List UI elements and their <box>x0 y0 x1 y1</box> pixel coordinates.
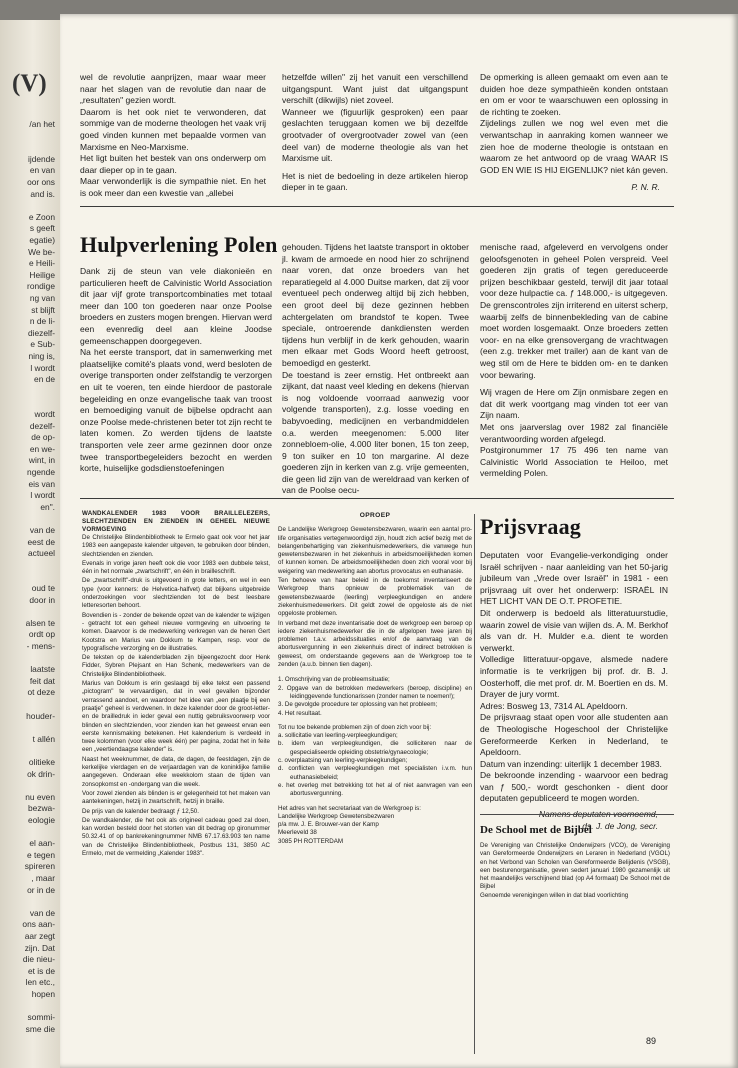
oproep-paragraph: Ten behoeve van haar beleid in de toekomst inventariseert de Werkgroep thans opnieuw de problematiek van de gewetensbezwaarde (leerling) verpleegkundigen en andere ziekenhuismedewerkers. Dit geldt zowel de opgeloste als de niet opgeloste problemen. <box>278 577 472 618</box>
polen-title: Hulpverlening Polen <box>80 232 278 257</box>
polen-paragraph: Postgironummer 17 75 496 ten name van Calvinistic World Association te Heiloo, met vermelding Polen. <box>480 445 668 479</box>
oproep-list-item: d. conflicten van verpleegkundigen met specialisten i.v.m. hun euthanasiebeleid; <box>278 765 472 781</box>
prijsvraag-signature-2: ds. J. de Jong, secr. <box>582 820 658 831</box>
margin-text-fragment: ot deze <box>27 687 55 698</box>
margin-text-fragment: dezelf- <box>29 420 55 431</box>
prijsvraag-paragraph: Dit onderwerp is bedoeld als litteratuurstudie, waarin zowel de visie van wijlen ds. A. M. Berkhof als van dr. H. Mulder e.a. dient te worden verwerkt. <box>480 607 668 653</box>
polen-paragraph: Wij vragen de Here om Zijn onmisbare zegen en dat dit werk voortgang mag vinden tot eer van Zijn naam. <box>480 387 668 421</box>
oproep-address-line: Meerleveld 38 <box>278 829 317 837</box>
margin-text-fragment: oor ons <box>27 177 55 187</box>
margin-text-fragment: Heilige <box>29 269 55 280</box>
page-number: 89 <box>646 1036 657 1046</box>
margin-text-fragment: e Heili- <box>28 258 55 269</box>
top-article-column-3 <box>480 72 668 176</box>
wandkalender-paragraph: De prijs van de kalender bedraagt ƒ 12,50. <box>82 807 199 815</box>
oproep-address-line: 3085 PH ROTTERDAM <box>278 837 343 845</box>
wandkalender-paragraph: De „zwartschrift"-druk is uitgevoerd in grote letters, en wel in een type (voor kenners: de Helvetica-halfvet) dat blijkens uitgebreide onderzoekingen voor slechtzienden tot de best leesbare letteresorten behoort. <box>82 577 270 610</box>
prijsvraag-title: Prijsvraag <box>480 514 581 539</box>
margin-text-fragment: olitieke <box>28 757 55 767</box>
margin-text-fragment: ng van <box>29 293 55 303</box>
margin-text-fragment: len etc., <box>25 977 55 988</box>
margin-text-fragment: bezwa- <box>28 803 55 814</box>
margin-text-fragment: aar zegt <box>24 931 55 941</box>
margin-text-fragment: van de <box>29 907 55 918</box>
school-article <box>480 842 670 900</box>
oproep-list-item: b. idem van verpleegkundigen, die solliciteren naar de gespecialiseerde opleiding obstetrie/gynaecologie; <box>278 740 472 756</box>
margin-text-fragment: van de <box>29 525 55 535</box>
margin-text-fragment: sme die <box>25 1023 55 1034</box>
margin-text-fragment: oud te <box>31 583 55 593</box>
oproep-list-item: 2. Opgave van de betrokken medewerkers (beroep, discipline) en leidinggevende functionarissen (zonder namen te noemen!); <box>278 684 472 700</box>
wandkalender-paragraph: Marius van Dokkum is erin geslaagd bij elke tekst een passend „pictogram" te vervaardigen, dat in veel gevallen bijzonder verrassend aandoet, en waardoor het idee van „een plaatje bij een praatje" geheel is verdwenen. In deze kalender door de groot-letter-en de brailledruk in ieder geval een nuttig gebruiksvoorwerp voor blinden en slechtzienden, voor zienden kan het geweest ervan een eerste kennismaking betekenen. Het kalenderium is verdeeld in twee kolommen (voor elke week één) per pagina, zodat het in feite een „veertiendaagse kalender" is. <box>82 680 270 754</box>
prijsvraag-signature-1: Namens deputaten voornoemd, <box>538 809 658 820</box>
top-article-paragraph: wel de revolutie aanprijzen, maar waar meer naar het slagen van de revolutie dan naar de „resultaten" gezien wordt. <box>80 72 266 106</box>
margin-text-fragment: e tegen <box>27 849 55 860</box>
oproep-address-line: p/a mw. J. E. Brouwer-van der Kamp <box>278 821 379 829</box>
top-article-paragraph: De opmerking is alleen gemaakt om even aan te duiden hoe deze sympathieën konden ontstaan en om er voor te waarschuwen een oplossing in de richting te zoeken. <box>480 72 668 117</box>
margin-text-fragment: ons aan- <box>22 919 55 930</box>
top-article-column-2 <box>282 72 468 194</box>
oproep-paragraph: In verband met deze inventarisatie doet de werkgroep een beroep op iedere ziekenhuismedewerker die in de afgelopen twee jaren bij problemen t.a.v. arbeidssituaties en/of de aanvraag van de abortusvergunning in een ziekenhuis direct of indirect betrokken is geweest, om onderstaande gegevens aan de Werkgroep toe te zenden (a.u.b. binnen tien dagen). <box>278 619 472 669</box>
prijsvraag-paragraph: Deputaten voor Evangelie-verkondiging onder Israël schrijven - naar aanleiding van het 50-jarig jubileum van „Vrede over Israël" in 1981 - een prijsvraag uit over het onderwerp: ISRAËL IN HET LICHT VAN DE O.T. PROFETIE. <box>480 550 668 607</box>
school-title: De School met de Bijbel <box>480 824 592 836</box>
polen-paragraph: Na het eerste transport, dat in samenwerking met plaatselijke comité's plaats vond, werd besloten de overige transporten onder zelfstandig te verzorgen en uit te voeren, ten einde hierdoor de pastorale begeleiding en onze evangelische taak van troost en bemoediging vanuit de bijbelse opdracht aan onze Poolse mede-christenen beter tot zijn recht te laten komen. Zo werden tijdens de laatste transporten vele zeer arme gezinnen door onze twee transportbegeleiders bezocht en werden korte, huiselijke godsdienstoefeningen <box>80 347 272 474</box>
top-article-paragraph: Het ligt buiten het bestek van ons onderwerp om daar dieper op in te gaan. <box>80 153 266 175</box>
margin-text-fragment: ngende <box>27 467 55 477</box>
section-divider <box>480 814 674 815</box>
margin-text-fragment: sommi- <box>27 1012 55 1023</box>
margin-text-fragment: ijdende <box>27 153 55 164</box>
margin-text-fragment: en we- <box>29 443 55 454</box>
margin-text-fragment: We be- <box>28 246 55 257</box>
top-article-paragraph: Zijdelings zullen we nog wel even met die verwantschap in aanraking komen wanneer we zien hoe de moderne theologie is ontstaan en waarom ze het antwoord op de vraag WAAR IS GOD EN WIE IS HIJ EIGENLIJK? niet kán geven. <box>480 118 669 175</box>
margin-text-fragment: rondige <box>27 281 55 292</box>
margin-text-fragment: eest de <box>27 536 55 547</box>
prijsvraag-article <box>480 550 668 832</box>
margin-text-fragment: e Sub- <box>30 339 55 350</box>
wandkalender-article <box>82 510 270 859</box>
polen-paragraph: De toestand is zeer ernstig. Het ontbreekt aan zijkant, dat naast veel kleding en dekens (hiervan is nog voldoende voorraad aanwezig voor volgende transporten), z.g. losse voeding en babyvoeding, medicijnen en verbandmiddelen o.a. werden meegenomen: 5.000 liter zonnebloem-olie, 4.000 liter bonen, 15 ton zeep, 9 ton suiker en 10 ton margarine. Al deze goederen zijn in kerken van z.g. vrije gemeenten, die geen lid zijn van de wereldraad van kerken of van de Poolse oecu- <box>282 369 469 496</box>
oproep-address-line: Landelijke Werkgroep Gewetensbezwaren <box>278 812 395 820</box>
margin-text-fragment: ok drin- <box>27 768 55 779</box>
prijsvraag-paragraph: De prijsvraag staat open voor alle studenten aan de Theologische Hogeschool der Christelijke Gereformeerde Kerken in Nederland, te Apeldoorn. <box>480 712 668 758</box>
margin-text-fragment: wordt <box>34 409 55 419</box>
margin-text-fragment: , maar <box>31 873 55 883</box>
oproep-list-item: 3. De gevolgde procedure ter oplossing van het probleem; <box>278 701 438 709</box>
margin-text-fragment: st blijft <box>31 304 55 315</box>
margin-text-fragment: et is de <box>27 965 55 976</box>
margin-text-fragment: spireren <box>24 861 55 872</box>
oproep-list-item: e. het overleg met betrekking tot het al of niet aanvragen van een abortusvergunning. <box>278 781 472 798</box>
oproep-list2-intro: Tot nu toe bekende problemen zijn of doen zich voor bij: <box>278 723 432 731</box>
top-article-paragraph: Daarom is het ook niet te verwonderen, dat sommige van de moderne theologen het vaak vrij goed vinden kunnen met bepaalde vormen van Marxisme en Neo-Marxisme. <box>80 106 266 152</box>
oproep-article <box>278 512 472 846</box>
margin-text-fragment: door in <box>29 594 55 605</box>
margin-text-fragment: actueel <box>27 548 55 559</box>
wandkalender-paragraph: Naast het weeknummer, de data, de dagen, de feestdagen, zijn de kerkelijke vierdagen en de verjaardagen van de koninklijke familie aangegeven. Onderaan elke weekkolom staan de tijden van zonsopkomst en -ondergang van die week. <box>82 755 270 788</box>
margin-text-fragment: alsen te <box>25 617 55 628</box>
polen-column-1 <box>80 266 272 475</box>
magazine-page <box>60 14 738 1068</box>
margin-text-fragment: ning is, <box>28 351 55 361</box>
margin-text-fragment: and is. <box>30 188 55 199</box>
margin-text-fragment: egatie) <box>29 235 55 245</box>
margin-text-fragment: laatste <box>30 664 55 675</box>
polen-paragraph: Met ons jaarverslag over 1982 zal financiële verantwoording worden afgelegd. <box>480 421 668 444</box>
margin-text-fragment: zijn. Dat <box>24 942 55 953</box>
section-divider <box>80 498 674 499</box>
oproep-list-item: 4. Het resultaat. <box>278 709 322 717</box>
margin-text-fragment: ordt op <box>28 629 55 640</box>
polen-paragraph: De grenscontroles zijn irriterend en uiterst scherp, waarbij zelfs de binnenbekleding van de cabine moet worden losgemaakt. Onze broeders zetten voor- en na elke grensovergang de vrachtwagen (een z.g. trekker met trailer) aan de kant van de weg stil om de Here te bidden om- en te danken voor bewaring. <box>480 299 668 380</box>
prijsvraag-paragraph: De bekroonde inzending - waarvoor een bedrag van ƒ 500,- wordt geschonken - dient door deputaten gepubliceerd te mogen worden. <box>480 770 668 804</box>
margin-text-fragment: t allén <box>32 733 55 744</box>
polen-column-2 <box>282 242 469 497</box>
margin-text-fragment: nu even <box>25 791 55 802</box>
prijsvraag-paragraph: Datum van inzending: uiterlijk 1 december 1983. <box>480 758 662 769</box>
section-divider <box>80 206 674 207</box>
polen-paragraph: Dank zij de steun van vele diakonieën en particulieren heeft de Calvinistic World Association dit jaar vijf grote transportcombinaties met totaal meer dan 100 ton goederen naar onze Poolse broeders en zusters mogen brengen. Hiervan werd een evenredig deel aan kleine Joodse gemeenschappen doorgegeven. <box>80 266 272 346</box>
school-paragraph: De Vereniging van Christelijke Onderwijzers (VCO), de Vereniging van Gereformeerde Onderwijzers en Leraren in Nederland (VGOL) en het Verbond van Scholen van Gereformeerde Belijdenis (VSGB), een besturenorganisatie, geven sedert januari 1980 gezamenlijk uit het maandelijks verschijnend blad (op A4 formaat) De School met de Bijbel <box>480 842 670 891</box>
wandkalender-paragraph: Bovendien is - zonder de bekende opzet van de kalender te wijzigen - getracht tot een geheel nieuwe vormgeving en uitvoering te komen. Daarvoor is de medewerking verkregen van de heren Gert Kootstra en Marius van Dokkum te Kampen, resp. voor de typografische verzorging en de illustraties. <box>82 611 270 652</box>
oproep-list-item: c. overplaatsing van leerling-verpleegkundigen; <box>278 757 408 765</box>
margin-text-fragment: /an het <box>29 119 55 129</box>
oproep-list-item: 1. Omschrijving van de probleemsituatie; <box>278 676 390 684</box>
margin-text-fragment: feit dat <box>29 675 55 686</box>
margin-text-fragment: e Zoon <box>28 211 55 222</box>
top-article-paragraph: Wanneer we (figuurlijk gesproken) een paar geslachten teruggaan komen we bij dezelfde grootvader of overgrootvader zowel van (een deel van) de moderne theologie als van het Marxisme uit. <box>282 106 468 164</box>
margin-text-fragment: hopen <box>31 989 55 999</box>
wandkalender-paragraph: Evenals in vorige jaren heeft ook die voor 1983 een dubbele tekst, één in het normale „zwartschrift", en één in brailleschrift. <box>82 559 270 576</box>
oproep-list-item: a. sollicitatie van leerling-verpleegkundigen; <box>278 732 398 740</box>
margin-text-fragment: s geeft <box>29 223 55 234</box>
margin-mark: (V) <box>12 70 47 97</box>
margin-text-fragment: die nieu- <box>22 954 55 965</box>
wandkalender-paragraph: De Christelijke Blindenbibliotheek te Ermelo gaat ook voor het jaar 1983 een aangepaste kalender uitgeven, te gebruiken door blinden, slechtzienden en zienden. <box>82 534 270 558</box>
margin-text-fragment: l wordt <box>30 490 55 501</box>
margin-text-fragment: de op- <box>31 432 55 443</box>
top-article-column-1 <box>80 72 266 200</box>
margin-text-fragment: l wordt <box>30 362 55 373</box>
top-article-paragraph: Maar verwonderlijk is die sympathie niet. En het is ook meer dan een kwestie van „allebei <box>80 176 266 198</box>
margin-text-fragment: en de <box>34 374 55 385</box>
wandkalender-paragraph: De teksten op de kalenderbladen zijn bijeengezocht door Henk Fidder, Sybren Plejsant en Han Schenk, medewerkers van de Christelijke Blindenbibliotheek. <box>82 654 270 678</box>
margin-text-fragment: en". <box>40 501 55 512</box>
top-article-paragraph: hetzelfde willen" zij het vanuit een verschillend uitgangspunt. Want juist dat uitgangspunt verschilt (dikwijls) niet zoveel. <box>282 72 468 106</box>
margin-text-fragment: - mens- <box>26 641 55 651</box>
margin-text-fragment: n de li- <box>29 316 55 327</box>
margin-text-fragment: eologie <box>27 815 55 825</box>
margin-text-fragment: eis van <box>28 478 55 489</box>
wandkalender-paragraph: Voor zowel zienden als blinden is er gelegenheid tot het maken van aantekeningen, hetzij in zwartschrift, hetzij in braille. <box>82 789 270 806</box>
prijsvraag-paragraph: Volledige litteratuur-opgave, alsmede nadere informatie is te verkrijgen bij prof. dr. B. J. Oosterhoff, die met prof. dr. M. Boertien en ds. M. Drayer de jury vormt. <box>480 654 668 700</box>
oproep-address-line: Het adres van het secretariaat van de Werkgroep is: <box>278 804 421 812</box>
margin-text-fragment: or in de <box>27 884 55 895</box>
wandkalender-paragraph: De wandkalender, die het ook als origineel cadeau goed zal doen, kan worden besteld door het storten van dit bedrag op gironummer 50.32.41 of op bankrekeningnummer NMB 67.17.63.903 ten name van de Christelijke Blindenbibliotheek, Postbus 131, 3850 AC Ermelo, met de vermelding „Kalender 1983". <box>82 816 270 857</box>
top-article-paragraph: Het is niet de bedoeling in deze artikelen hierop dieper in te gaan. <box>282 170 468 193</box>
polen-paragraph: menische raad, afgeleverd en vervolgens onder geloofsgenoten in geheel Polen verspreid. Veel goederen zijn gratis of tegen gereduceerde prijzen beschikbaar gesteld, terwijl dit jaar totaal voor deze hulpactie ca. ƒ 148.000,- is uitgegeven. <box>480 242 668 299</box>
prijsvraag-paragraph: Adres: Bosweg 13, 7314 AL Apeldoorn. <box>480 700 628 711</box>
wandkalender-heading: WANDKALENDER 1983 VOOR BRAILLELEZERS, SLECHTZIENDEN EN ZIENDEN IN GEHEEL NIEUWE VORMGEVING <box>82 510 270 533</box>
margin-text-fragment: wint, in <box>28 455 55 466</box>
margin-text-fragment: el aan- <box>29 838 55 849</box>
oproep-heading: OPROEP <box>359 512 391 519</box>
margin-text-fragment: en van <box>29 165 55 176</box>
margin-text-fragment: diezelf- <box>28 327 55 338</box>
left-page-margin <box>0 20 60 1068</box>
oproep-paragraph: De Landelijke Werkgroep Gewetensbezwaren, waarin een aantal pro-life organisaties vertegenwoordigd zijn, houdt zich actief bezig met de belangenbehartiging van ziekenhuismedewerkers, die vanwege hun gewetensbezwaren in het ziekenhuis in arbeidsmoeilijkheden komen of kunnen komen. De arbeidsmoeilijkheden doen zich vooral voor bij weigering van medewerking aan abortus provocatus en euthanasie. <box>278 526 472 575</box>
top-article-signature: P. N. R. <box>631 182 660 192</box>
school-paragraph: Genoemde verenigingen willen in dat blad voorlichting <box>480 891 629 899</box>
polen-paragraph: gehouden. Tijdens het laatste transport in oktober jl. kwam de armoede en nood hier zo schrijnend naar voren, dat onze broeders van het reparatiegeld al 4.000 Duitse marken, dat zij voor eventueel pech onderweg altijd bij zich hebben, een groot deel bij deze gezinnen hebben achtergelaten om brandstof te kopen. Twee speciale, ontroerende dankdiensten werden tijdens hun verblijf in de kerk gehouden, waarin men elkaar met Gods Woord heeft getroost, bemoedigd en gesterkt. <box>282 242 469 368</box>
polen-column-3 <box>480 242 668 480</box>
margin-text-fragment: houder- <box>26 710 55 721</box>
column-divider <box>474 514 475 1054</box>
